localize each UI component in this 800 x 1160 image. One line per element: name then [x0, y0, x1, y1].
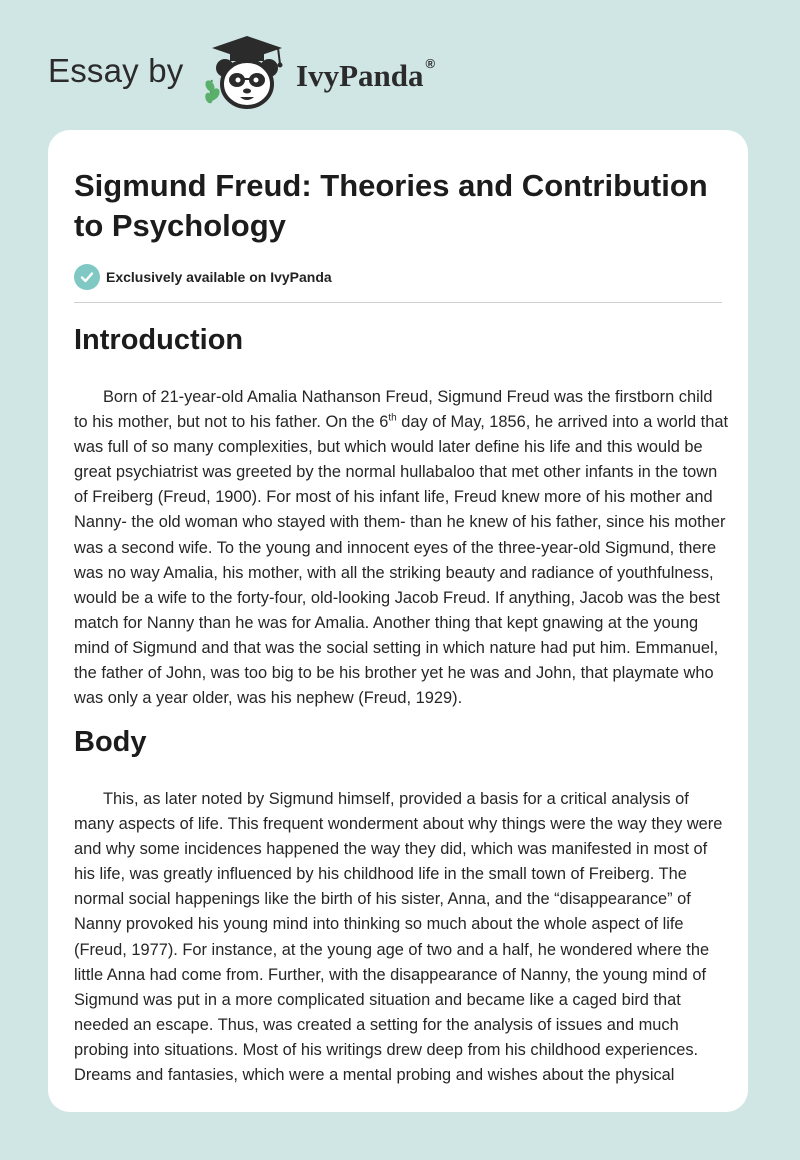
exclusive-badge [74, 264, 332, 290]
page-title: Sigmund Freud: Theories and Contribution to Psychology [74, 168, 708, 243]
essay-by-label: Essay by [48, 52, 184, 89]
body-paragraph: This, as later noted by Sigmund himself, provided a basis for a critical analysis of many aspects of life. This frequent wonderment about why things were the way they were and why some incidences happened the way they did, which was manifested in most of his life, was greatly influenced by his childhood life in the small town of Freiberg. The normal social happenings like the birth of his sister, Anna, and the “disappearance” of Nanny provoked his young mind into thinking so much about the whole aspect of life (Freud, 1977). For instance, at the young age of two and a half, he wondered where the little Anna had come from. Further, with the disappearance of Nanny, the young mind of Sigmund was put in a more complicated situation and became like a caged bird that needed an escape. Thus, was created a setting for the analysis of issues and much probing into situations. Most of his writings drew deep from his childhood experiences. Dreams and fantasies, which were a mental probing and wishes about the physical [74, 790, 723, 1085]
trademark-symbol: ® [425, 56, 436, 71]
section-heading-introduction: Introduction [74, 324, 244, 356]
divider [74, 302, 722, 303]
essay-card [48, 130, 748, 1112]
badge-label: Exclusively available on IvyPanda [106, 269, 332, 285]
brand-name[interactable]: IvyPanda ® [296, 56, 436, 93]
check-circle-icon [74, 264, 100, 290]
site-header [0, 0, 800, 130]
section-heading-body: Body [74, 726, 147, 758]
ordinal-suffix: th [388, 412, 397, 424]
introduction-paragraph: Born of 21-year-old Amalia Nathanson Freud, Sigmund Freud was the firstborn child to his mother, but not to his father. On the 6th day of May, 1856, he arrived into a world that was full of so many complexities, but which would later define his life and this would be great psychiatrist was greeted by the normal hullabaloo that met other infants in the town of Freiberg (Freud, 1900). For most of his infant life, Freud knew more of his mother and Nanny- the old woman who stayed with them- than he knew of his father, since his mother was a second wife. To the young and innocent eyes of the three-year-old Sigmund, there was no way Amalia, his mother, with all the striking beauty and radiance of youthfulness, would be a wife to the forty-four, old-looking Jacob Freud. If anything, Jacob was the best match for Nanny than he was for Amalia. Another thing that kept gnawing at the young mind of Sigmund and that was the social setting in which nature had put him. Emmanuel, the father of John, was too big to be his brother yet he was and John, that playmate who was only a year older, was his nephew (Freud, 1929). [74, 388, 729, 708]
panda-graduate-icon[interactable] [200, 34, 295, 114]
